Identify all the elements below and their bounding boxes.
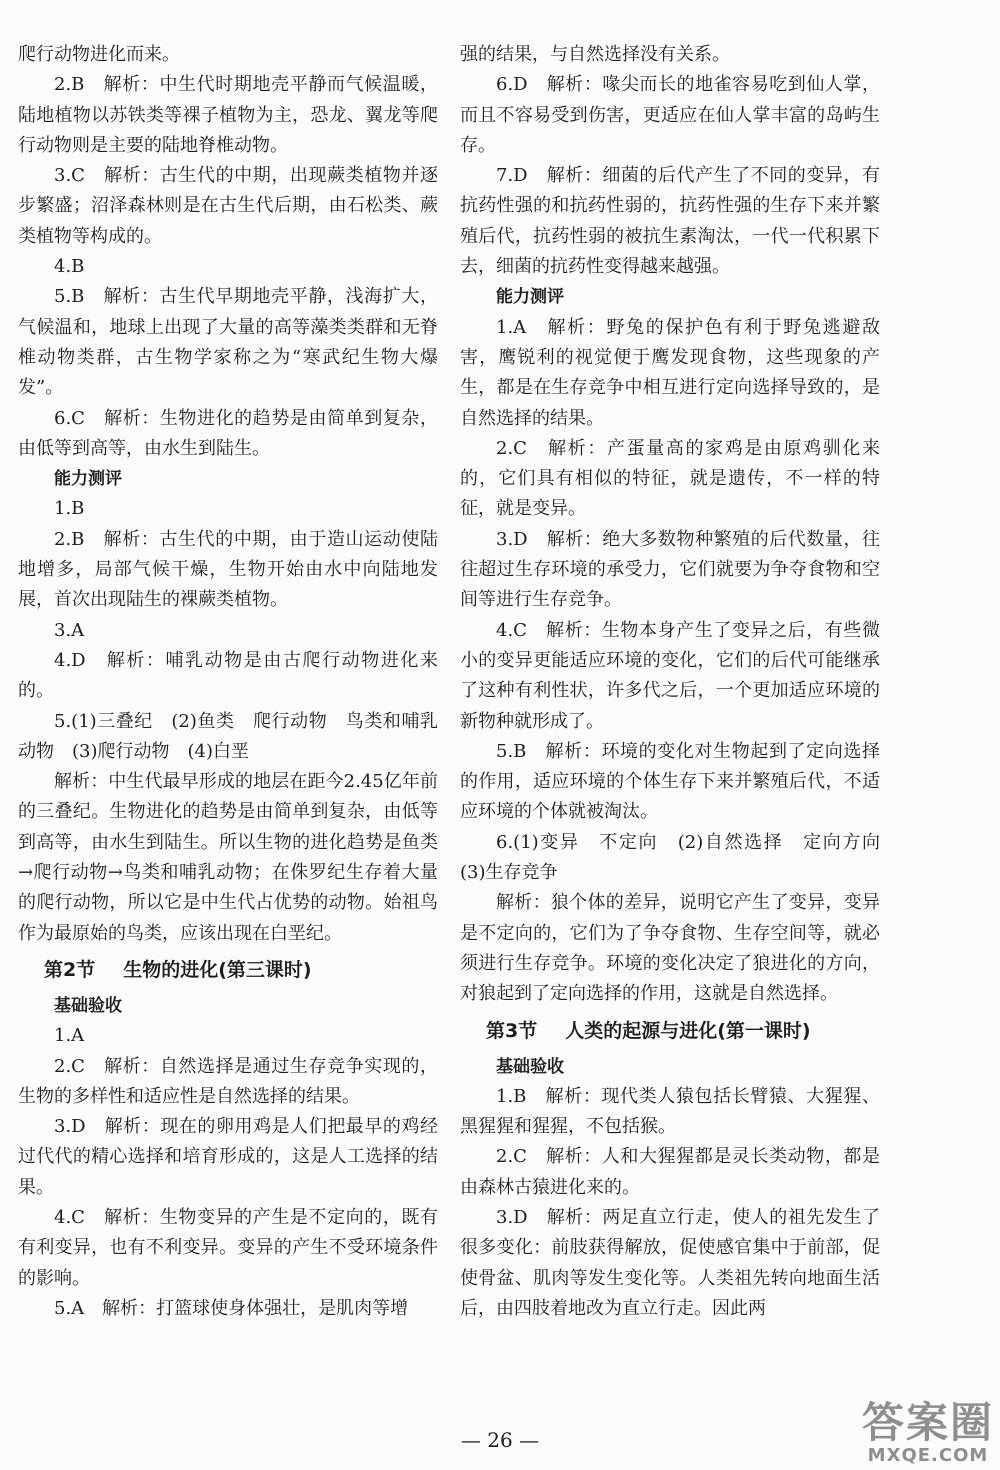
answer-paragraph: 3.D 解析：两足直立行走，使人的祖先发生了很多变化：前肢获得解放，促使感官集中于前部，促使骨盆、肌肉等发生变化等。人类祖先转向地面生活后，由四肢着地改为直立行走。因此两 [460, 1206, 880, 1319]
answer-paragraph: 强的结果，与自然选择没有关系。 [460, 44, 730, 65]
answer-paragraph: 2.B 解析：古生代的中期，由于造山运动使陆地增多，局部气候干燥，生物开始由水中向陆地发展，首次出现陆生的裸蕨类植物。 [18, 528, 438, 611]
subsection-heading: 能力测评 [54, 469, 122, 490]
answer-paragraph: 2.B 解析：中生代时期地壳平静而气候温暖，陆地植物以苏铁类等裸子植物为主，恐龙、翼龙等爬行动物则是主要的陆地脊椎动物。 [18, 74, 438, 156]
answer-paragraph: 5.B 解析：古生代早期地壳平静，浅海扩大，气候温和，地球上出现了大量的高等藻类类群和无脊椎动物类群，古生物学家称之为“寒武纪生物大爆发”。 [18, 286, 438, 399]
section-heading [18, 949, 438, 991]
left-column [18, 40, 438, 1324]
section-number: 第3节 [486, 1019, 538, 1042]
answer-paragraph: 爬行动物进化而来。 [18, 44, 180, 65]
answer-paragraph: 7.D 解析：细菌的后代产生了不同的变异，有抗药性强的和抗药性弱的，抗药性强的生存下来并繁殖后代，抗药性弱的被抗生素淘汰，一代一代积累下去，细菌的抗药性变得越来越强。 [460, 165, 880, 278]
answer-paragraph: 3.A [54, 619, 85, 641]
subsection-heading: 基础验收 [54, 995, 122, 1016]
subsection-heading: 基础验收 [496, 1056, 564, 1077]
answer-paragraph: 6.(1)变异 不定向 (2)自然选择 定向方向 (3)生存竞争 [460, 831, 898, 884]
answer-paragraph: 5.(1)三叠纪 (2)鱼类 爬行动物 鸟类和哺乳动物 (3)爬行动物 (4)白垩 [18, 710, 438, 762]
answer-paragraph: 5.B 解析：环境的变化对生物起到了定向选择的作用，适应环境的个体生存下来并繁殖后代，不适应环境的个体就被淘汰。 [460, 740, 880, 823]
answer-paragraph: 2.C 解析：产蛋量高的家鸡是由原鸡驯化来的，它们具有相似的特征，就是遗传，不一样的特征，就是变异。 [460, 437, 880, 520]
right-column [460, 40, 898, 1324]
answer-paragraph: 3.D 解析：现在的卵用鸡是人们把最早的鸡经过代代的精心选择和培育形成的，这是人工选择的结果。 [18, 1116, 438, 1198]
answer-paragraph: 1.B 解析：现代类人猿包括长臂猿、大猩猩、黑猩猩和猩猩，不包括猴。 [460, 1085, 880, 1138]
answer-paragraph: 3.D 解析：绝大多数物种繁殖的后代数量，往往超过生存环境的承受力，它们就要为争夺食物和空间等进行生存竞争。 [460, 528, 880, 611]
answer-paragraph: 2.C 解析：人和大猩猩都是灵长类动物，都是由森林古猿进化来的。 [460, 1146, 880, 1198]
answer-paragraph: 6.C 解析：生物进化的趋势是由简单到复杂，由低等到高等，由水生到陆生。 [18, 407, 438, 459]
answer-paragraph: 3.C 解析：古生代的中期，出现蕨类植物并逐步繁盛；沼泽森林则是在古生代后期，由石松类、蕨类植物等构成的。 [18, 165, 438, 247]
watermark-title: 答案圈 [861, 1398, 994, 1447]
answer-paragraph: 4.C 解析：生物本身产生了变异之后，有些微小的变异更能适应环境的变化，它们的后代可能继承了这种有利性状，许多代之后，一个更加适应环境的新物种就形成了。 [460, 619, 880, 732]
answer-paragraph: 4.B [54, 256, 85, 278]
subsection-heading: 能力测评 [496, 287, 564, 308]
answer-paragraph: 4.D 解析：哺乳动物是由古爬行动物进化来的。 [18, 649, 438, 702]
answer-paragraph: 4.C 解析：生物变异的产生是不定向的，既有有利变异，也有不利变异。变异的产生不受环境条件的影响。 [18, 1206, 438, 1289]
section-title: 生物的进化(第三课时) [123, 958, 312, 981]
answer-paragraph: 1.A 解析：野兔的保护色有利于野兔逃避敌害，鹰锐利的视觉便于鹰发现食物，这些现象的产生，都是在生存竞争中相互进行定向选择导致的，是自然选择的结果。 [460, 316, 880, 429]
answer-paragraph: 5.A 解析：打篮球使身体强壮，是肌肉等增 [54, 1297, 409, 1319]
section-number: 第2节 [44, 958, 96, 981]
answer-paragraph: 1.A [54, 1025, 85, 1047]
watermark-logo [861, 1398, 994, 1466]
section-title: 人类的起源与进化(第一课时) [565, 1019, 811, 1042]
answer-paragraph: 6.D 解析：喙尖而长的地雀容易吃到仙人掌，而且不容易受到伤害，更适应在仙人掌丰富的岛屿生存。 [460, 74, 880, 156]
answer-paragraph: 1.B [54, 498, 85, 520]
answer-paragraph: 2.C 解析：自然选择是通过生存竞争实现的，生物的多样性和适应性是自然选择的结果。 [18, 1055, 438, 1107]
answer-paragraph: 解析：中生代最早形成的地层在距今2.45亿年前的三叠纪。生物进化的趋势是由简单到复杂，由低等到高等，由水生到陆生。所以生物的进化趋势是鱼类→爬行动物→鸟类和哺乳动物；在侏罗纪生存着大量的爬行动物，所以它是中生代占优势的动物。始祖鸟作为最原始的鸟类，应该出现在白垩纪。 [18, 771, 438, 944]
answer-paragraph: 解析：狼个体的差异，说明它产生了变异，变异是不定向的，它们为了争夺食物、生存空间等，就必须进行生存竞争。环境的变化决定了狼进化的方向，对狼起到了定向选择的作用，这就是自然选择。 [460, 892, 880, 1005]
watermark-url: MXQE.COM [867, 1445, 989, 1466]
section-heading [460, 1010, 880, 1052]
page-number: — 26 — [460, 1428, 540, 1452]
